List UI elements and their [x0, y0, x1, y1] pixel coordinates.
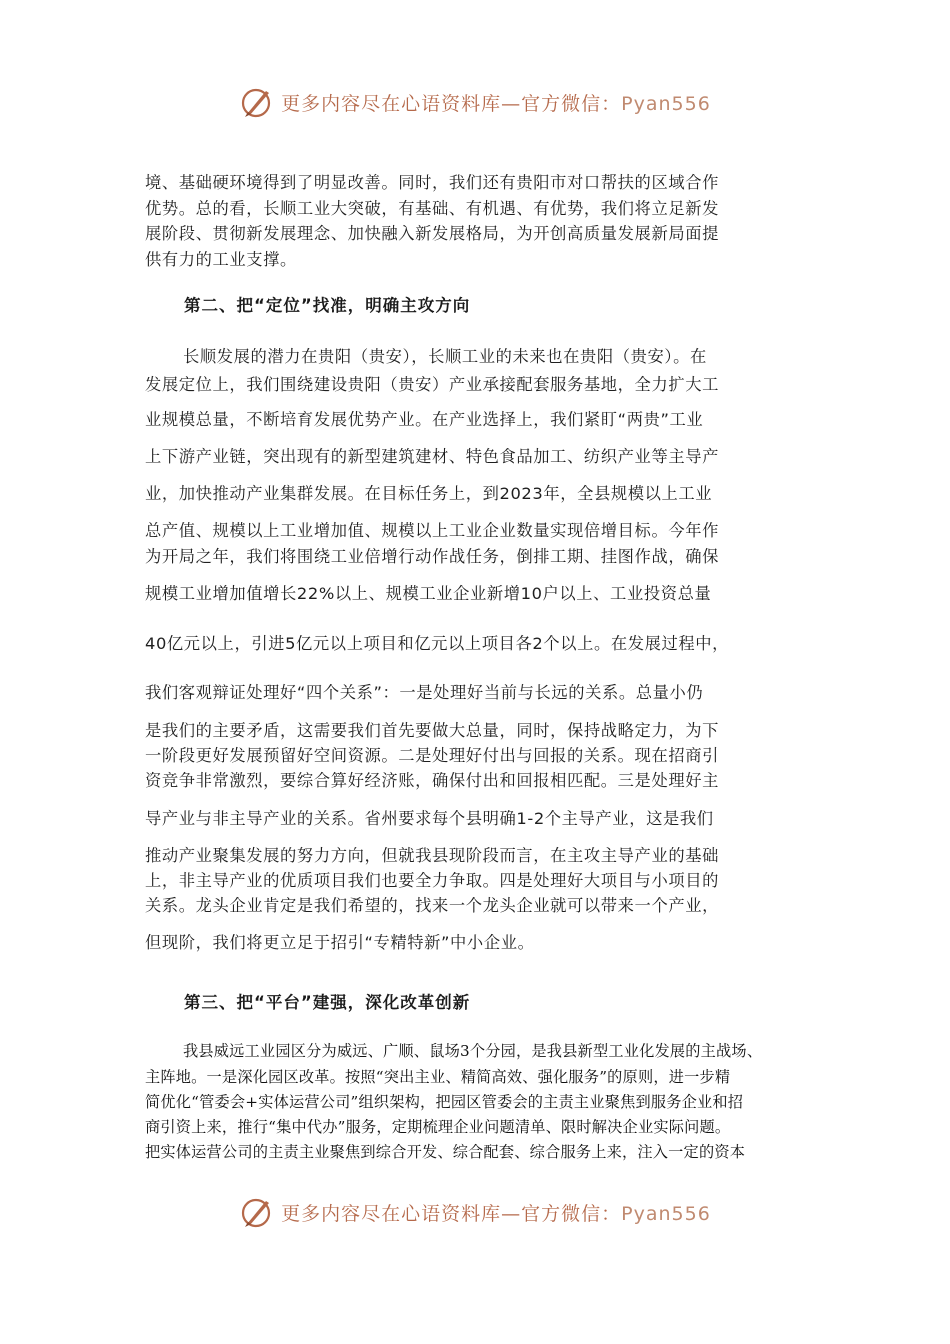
text-line: 规模工业增加值增长22%以上、规模工业企业新增10户以上、工业投资总量: [145, 584, 712, 603]
text-line: 我县威远工业园区分为威远、广顺、鼠场3个分园，是我县新型工业化发展的主战场、: [183, 1042, 763, 1060]
text-line: 长顺发展的潜力在贵阳（贵安），长顺工业的未来也在贵阳（贵安）。在: [183, 347, 707, 366]
text-line: 一阶段更好发展预留好空间资源。二是处理好付出与回报的关系。现在招商引: [145, 746, 719, 765]
text-line: 主阵地。一是深化园区改革。按照“突出主业、精简高效、强化服务”的原则，进一步精: [145, 1068, 731, 1086]
text-line: 把实体运营公司的主责主业聚焦到综合开发、综合配套、综合服务上来，注入一定的资本: [145, 1143, 746, 1161]
text-line: 为开局之年，我们将围绕工业倍增行动作战任务，倒排工期、挂图作战，确保: [145, 547, 719, 566]
text-line: 资竞争非常激烈，要综合算好经济账，确保付出和回报相匹配。三是处理好主: [145, 771, 719, 790]
pen-logo-icon: [239, 1194, 275, 1230]
banner-text: [281, 89, 711, 116]
text-line: 优势。总的看，长顺工业大突破，有基础、有机遇、有优势，我们将立足新发: [145, 198, 719, 218]
text-line: 商引资上来，推行“集中代办”服务，定期梳理企业问题清单、限时解决企业实际问题。: [145, 1118, 731, 1136]
text-line: 上，非主导产业的优质项目我们也要全力争取。四是处理好大项目与小项目的: [145, 871, 719, 890]
text-line: 业，加快推动产业集群发展。在目标任务上，到2023年，全县规模以上工业: [145, 484, 713, 503]
section-heading-2: 第二、把“定位”找准，明确主攻方向: [184, 296, 471, 315]
pen-logo-icon: [239, 84, 275, 120]
banner-label: 更多内容尽在心语资料库—官方微信：: [281, 92, 622, 115]
text-line: 简优化“管委会+实体运营公司”组织架构，把园区管委会的主责主业聚焦到服务企业和招: [145, 1093, 744, 1111]
text-line: 境、基础硬环境得到了明显改善。同时，我们还有贵阳市对口帮扶的区域合作: [145, 173, 719, 192]
text-line: 业规模总量，不断培育发展优势产业。在产业选择上，我们紧盯“两贵”工业: [145, 410, 704, 429]
text-line: 但现阶，我们将更立足于招引“专精特新”中小企业。: [145, 933, 535, 952]
text-line: 发展定位上，我们围绕建设贵阳（贵安）产业承接配套服务基地，全力扩大工: [145, 375, 719, 394]
footer-banner: [0, 1192, 950, 1232]
section-heading-3: 第三、把“平台”建强，深化改革创新: [184, 993, 471, 1012]
banner-label: 更多内容尽在心语资料库—官方微信：: [281, 1202, 622, 1225]
wechat-id: Pyan556: [621, 92, 711, 115]
text-line: 上下游产业链，突出现有的新型建筑建材、特色食品加工、纺织产业等主导产: [145, 447, 719, 466]
text-line: 关系。龙头企业肯定是我们希望的，找来一个龙头企业就可以带来一个产业，: [145, 896, 719, 915]
text-line: 展阶段、贯彻新发展理念、加快融入新发展格局，为开创高质量发展新局面提: [145, 224, 719, 243]
banner-text: [281, 1199, 711, 1226]
wechat-id: Pyan556: [621, 1202, 711, 1225]
text-line: 40亿元以上，引进5亿元以上项目和亿元以上项目各2个以上。在发展过程中，: [145, 634, 730, 653]
text-line: 推动产业聚集发展的努力方向，但就我县现阶段而言，在主攻主导产业的基础: [145, 846, 719, 865]
header-banner: [0, 82, 950, 122]
paragraph-1: [145, 170, 810, 272]
text-line: 供有力的工业支撑。: [145, 249, 297, 269]
text-line: 我们客观辩证处理好“四个关系”：一是处理好当前与长远的关系。总量小仍: [145, 683, 704, 702]
text-line: 总产值、规模以上工业增加值、规模以上工业企业数量实现倍增目标。今年作: [145, 521, 719, 540]
text-line: 导产业与非主导产业的关系。省州要求每个县明确1-2个主导产业，这是我们: [145, 809, 714, 828]
text-line: 是我们的主要矛盾，这需要我们首先要做大总量，同时，保持战略定力，为下: [145, 721, 719, 740]
